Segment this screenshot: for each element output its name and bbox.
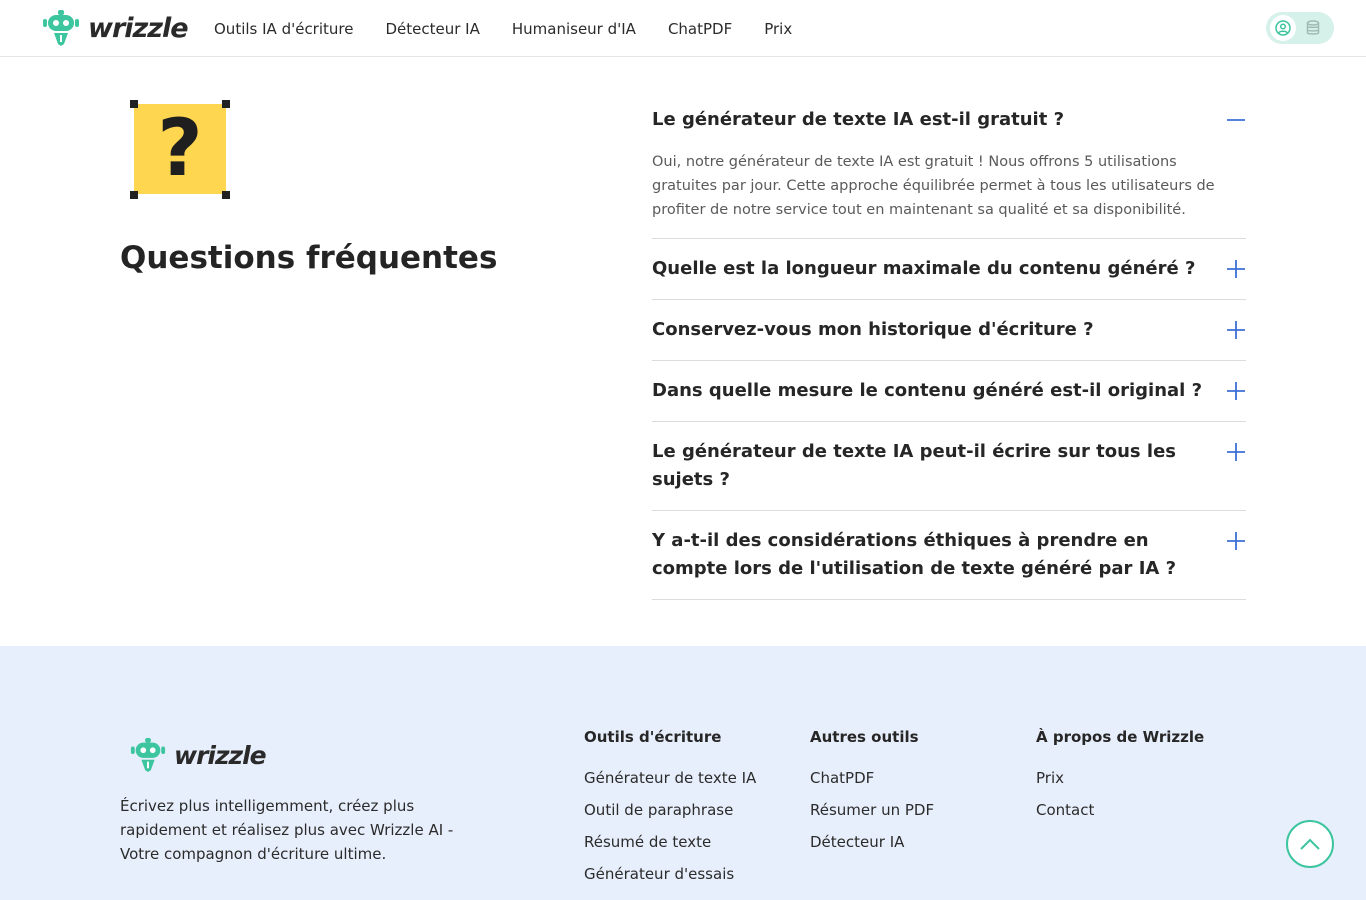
faq-item [652,239,1246,300]
faq-item [652,300,1246,361]
selection-handle [130,100,138,108]
faq-accordion [652,90,1246,600]
faq-answer: Oui, notre générateur de texte IA est gratuit ! Nous offrons 5 utilisations gratuites par jour. Cette approche équilibrée permet à tous les utilisateurs de profiter de notre service tout en maintenant sa qualité et sa disponibilité. [652,154,1215,218]
logo-wordmark: wrizzle [88,12,188,44]
footer-link[interactable]: ChatPDF [810,769,875,787]
footer-link[interactable]: Résumé de texte [584,833,712,851]
question-mark-icon: ? [134,104,226,194]
user-icon [1270,15,1296,41]
logo[interactable] [42,9,188,47]
faq-question-toggle[interactable] [652,438,1246,494]
plus-icon[interactable] [1226,381,1246,401]
faq-question: Le générateur de texte IA peut-il écrire sur tous les sujets ? [652,441,1177,490]
selection-handle [222,100,230,108]
nav-detecteur-ia[interactable]: Détecteur IA [385,20,480,38]
faq-title: Questions fréquentes [120,240,498,276]
footer-link[interactable]: Prix [1036,769,1064,787]
faq-question-toggle[interactable] [652,377,1246,405]
nav-outils-ia[interactable]: Outils IA d'écriture [214,20,354,38]
footer-column-other-tools [810,728,934,858]
database-icon [1306,20,1320,36]
scroll-to-top-button[interactable] [1286,820,1334,868]
faq-question-toggle[interactable] [652,106,1246,134]
faq-item [652,422,1246,511]
footer-column-about [1036,728,1204,826]
robot-logo-icon [42,9,80,47]
plus-icon[interactable] [1226,259,1246,279]
faq-question-toggle[interactable] [652,255,1246,283]
footer-column-writing-tools [584,728,756,890]
footer-tagline: Écrivez plus intelligemment, créez plus rapidement et réalisez plus avec Wrizzle AI - Votre compagnon d'écriture ultime. [120,797,454,863]
footer-link[interactable]: Générateur d'essais [584,865,735,883]
footer-link[interactable]: Générateur de texte IA [584,769,757,787]
faq-question-toggle[interactable] [652,527,1246,583]
main-nav [214,20,824,38]
faq-question: Le générateur de texte IA est-il gratuit ? [652,109,1065,130]
robot-logo-icon [130,736,166,774]
top-header [0,0,1366,57]
faq-question-toggle[interactable] [652,316,1246,344]
plus-icon[interactable] [1226,442,1246,462]
footer-link[interactable]: Contact [1036,801,1095,819]
footer-link[interactable]: Résumer un PDF [810,801,935,819]
faq-question: Y a-t-il des considérations éthiques à prendre en compte lors de l'utilisation de texte généré par IA ? [652,530,1177,579]
nav-humaniseur[interactable]: Humaniseur d'IA [511,20,636,38]
question-badge [134,100,230,196]
faq-question: Conservez-vous mon historique d'écriture ? [652,319,1094,340]
chevron-up-icon [1299,837,1321,851]
faq-intro [120,100,540,276]
footer-column-title: Autres outils [810,728,919,746]
faq-question: Dans quelle mesure le contenu généré est-il original ? [652,380,1203,401]
plus-icon[interactable] [1226,320,1246,340]
site-footer [0,646,1366,900]
footer-link[interactable]: Outil de paraphrase [584,801,734,819]
footer-column-title: À propos de Wrizzle [1036,728,1205,746]
nav-prix[interactable]: Prix [764,20,793,38]
faq-item [652,361,1246,422]
plus-icon[interactable] [1226,531,1246,551]
minus-icon[interactable] [1226,110,1246,130]
faq-item [652,90,1246,239]
footer-logo[interactable] [130,736,266,774]
faq-item [652,511,1246,600]
footer-column-title: Outils d'écriture [584,728,722,746]
footer-logo-wordmark: wrizzle [174,740,266,770]
selection-handle [130,191,138,199]
account-toggle[interactable] [1266,12,1334,44]
nav-chatpdf[interactable]: ChatPDF [667,20,733,38]
selection-handle [222,191,230,199]
footer-link[interactable]: Détecteur IA [810,833,905,851]
faq-question: Quelle est la longueur maximale du contenu généré ? [652,258,1196,279]
